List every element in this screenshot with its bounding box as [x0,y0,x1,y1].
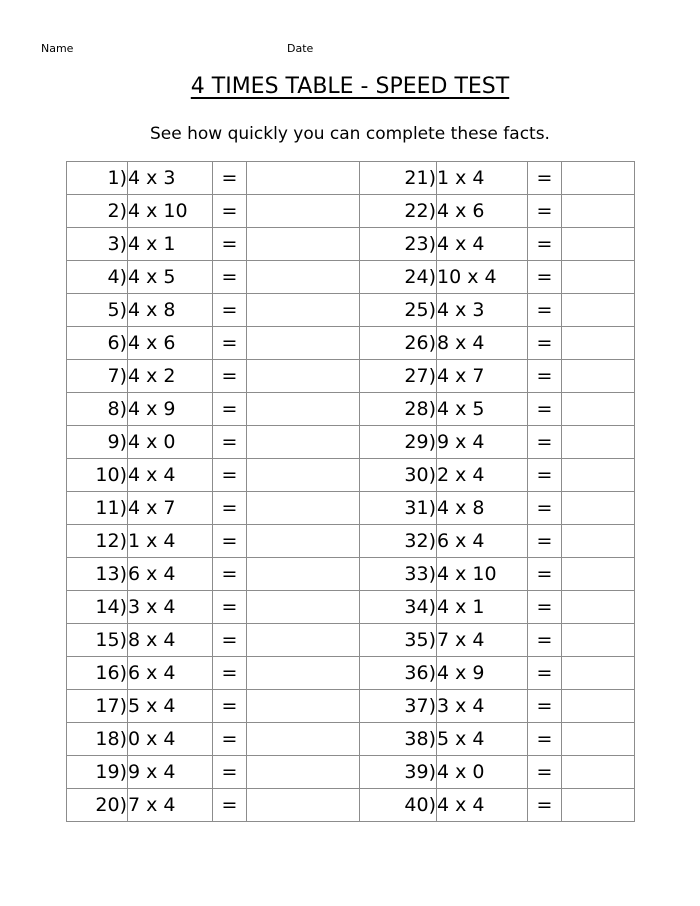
problem-number: 15) [67,624,128,657]
answer-cell[interactable] [562,459,635,492]
problem-number: 26) [360,327,437,360]
problem-number: 25) [360,294,437,327]
problem-text: 8 x 4 [128,624,213,657]
problem-text: 4 x 3 [437,294,528,327]
problem-number: 10) [67,459,128,492]
facts-table [66,161,635,822]
table-row [67,195,635,228]
problem-number: 27) [360,360,437,393]
equals-sign: = [528,492,562,525]
problem-text: 4 x 0 [128,426,213,459]
answer-cell[interactable] [562,525,635,558]
problem-number: 31) [360,492,437,525]
problem-number: 28) [360,393,437,426]
problem-number: 13) [67,558,128,591]
answer-cell[interactable] [562,327,635,360]
answer-cell[interactable] [247,294,360,327]
equals-sign: = [528,756,562,789]
answer-cell[interactable] [247,195,360,228]
table-row [67,525,635,558]
equals-sign: = [528,162,562,195]
answer-cell[interactable] [247,624,360,657]
problem-number: 23) [360,228,437,261]
name-label: Name [41,42,74,55]
problem-number: 19) [67,756,128,789]
answer-cell[interactable] [562,657,635,690]
table-row [67,690,635,723]
problem-number: 7) [67,360,128,393]
answer-cell[interactable] [247,360,360,393]
equals-sign: = [528,393,562,426]
equals-sign: = [528,327,562,360]
problem-text: 5 x 4 [128,690,213,723]
problem-text: 7 x 4 [437,624,528,657]
answer-cell[interactable] [562,261,635,294]
table-row [67,327,635,360]
problem-number: 11) [67,492,128,525]
table-row [67,261,635,294]
problem-number: 36) [360,657,437,690]
equals-sign: = [213,426,247,459]
problem-text: 4 x 5 [128,261,213,294]
table-row [67,426,635,459]
answer-cell[interactable] [562,492,635,525]
answer-cell[interactable] [247,492,360,525]
problem-number: 35) [360,624,437,657]
table-row [67,294,635,327]
problem-number: 33) [360,558,437,591]
equals-sign: = [528,789,562,822]
date-label: Date [287,42,314,55]
answer-cell[interactable] [562,228,635,261]
table-row [67,789,635,822]
equals-sign: = [528,195,562,228]
answer-cell[interactable] [562,624,635,657]
equals-sign: = [528,360,562,393]
answer-cell[interactable] [247,426,360,459]
equals-sign: = [528,624,562,657]
problem-text: 2 x 4 [437,459,528,492]
problem-text: 4 x 9 [437,657,528,690]
answer-cell[interactable] [562,393,635,426]
table-row [67,162,635,195]
problem-text: 5 x 4 [437,723,528,756]
equals-sign: = [213,657,247,690]
problem-number: 2) [67,195,128,228]
problem-text: 4 x 8 [128,294,213,327]
problem-number: 30) [360,459,437,492]
answer-cell[interactable] [247,558,360,591]
equals-sign: = [528,723,562,756]
equals-sign: = [213,261,247,294]
problem-text: 4 x 3 [128,162,213,195]
table-row [67,756,635,789]
answer-cell[interactable] [562,294,635,327]
equals-sign: = [213,624,247,657]
answer-cell[interactable] [562,591,635,624]
problem-number: 17) [67,690,128,723]
problem-number: 14) [67,591,128,624]
answer-cell[interactable] [562,723,635,756]
answer-cell[interactable] [247,327,360,360]
problem-number: 22) [360,195,437,228]
answer-cell[interactable] [247,393,360,426]
problem-number: 21) [360,162,437,195]
problem-text: 4 x 0 [437,756,528,789]
equals-sign: = [528,591,562,624]
equals-sign: = [213,459,247,492]
problem-number: 18) [67,723,128,756]
equals-sign: = [213,162,247,195]
answer-cell[interactable] [247,261,360,294]
problem-text: 9 x 4 [128,756,213,789]
problem-text: 3 x 4 [128,591,213,624]
equals-sign: = [528,690,562,723]
problem-text: 4 x 6 [437,195,528,228]
problem-number: 8) [67,393,128,426]
problem-text: 4 x 4 [437,789,528,822]
problem-text: 4 x 1 [437,591,528,624]
equals-sign: = [213,492,247,525]
problem-number: 34) [360,591,437,624]
problem-text: 4 x 7 [437,360,528,393]
problem-number: 9) [67,426,128,459]
page-title: 4 TIMES TABLE - SPEED TEST [190,74,510,99]
problem-number: 37) [360,690,437,723]
answer-cell[interactable] [247,657,360,690]
answer-cell[interactable] [247,459,360,492]
problem-number: 39) [360,756,437,789]
problem-text: 4 x 10 [128,195,213,228]
problem-text: 6 x 4 [128,657,213,690]
table-row [67,657,635,690]
answer-cell[interactable] [247,723,360,756]
answer-cell[interactable] [562,789,635,822]
problem-text: 4 x 8 [437,492,528,525]
table-row [67,591,635,624]
problem-text: 4 x 4 [128,459,213,492]
equals-sign: = [213,690,247,723]
answer-cell[interactable] [247,789,360,822]
problem-text: 4 x 9 [128,393,213,426]
problem-text: 8 x 4 [437,327,528,360]
facts-table-body [67,162,635,822]
equals-sign: = [213,756,247,789]
answer-cell[interactable] [562,690,635,723]
answer-cell[interactable] [247,591,360,624]
equals-sign: = [528,558,562,591]
equals-sign: = [213,591,247,624]
equals-sign: = [528,294,562,327]
problem-text: 4 x 6 [128,327,213,360]
table-row [67,360,635,393]
answer-cell[interactable] [247,228,360,261]
table-row [67,459,635,492]
problem-text: 3 x 4 [437,690,528,723]
answer-cell[interactable] [247,525,360,558]
problem-number: 1) [67,162,128,195]
table-row [67,723,635,756]
table-row [67,624,635,657]
problem-number: 4) [67,261,128,294]
equals-sign: = [213,327,247,360]
problem-text: 4 x 7 [128,492,213,525]
problem-text: 4 x 4 [437,228,528,261]
page-subtitle: See how quickly you can complete these facts. [150,124,550,144]
answer-cell[interactable] [247,756,360,789]
problem-text: 6 x 4 [437,525,528,558]
answer-cell[interactable] [562,756,635,789]
equals-sign: = [213,294,247,327]
problem-number: 24) [360,261,437,294]
equals-sign: = [528,261,562,294]
equals-sign: = [213,228,247,261]
equals-sign: = [528,426,562,459]
answer-cell[interactable] [562,360,635,393]
problem-number: 3) [67,228,128,261]
answer-cell[interactable] [562,426,635,459]
problem-number: 16) [67,657,128,690]
equals-sign: = [528,657,562,690]
answer-cell[interactable] [562,195,635,228]
problem-number: 5) [67,294,128,327]
table-row [67,558,635,591]
problem-text: 1 x 4 [128,525,213,558]
equals-sign: = [528,525,562,558]
equals-sign: = [213,525,247,558]
equals-sign: = [213,393,247,426]
problem-number: 38) [360,723,437,756]
problem-text: 9 x 4 [437,426,528,459]
problem-text: 10 x 4 [437,261,528,294]
problem-number: 32) [360,525,437,558]
answer-cell[interactable] [247,162,360,195]
problem-number: 20) [67,789,128,822]
problem-text: 7 x 4 [128,789,213,822]
problem-text: 0 x 4 [128,723,213,756]
table-row [67,393,635,426]
equals-sign: = [213,360,247,393]
problem-text: 6 x 4 [128,558,213,591]
table-row [67,228,635,261]
equals-sign: = [213,789,247,822]
problem-text: 1 x 4 [437,162,528,195]
equals-sign: = [528,459,562,492]
equals-sign: = [213,195,247,228]
problem-number: 6) [67,327,128,360]
problem-number: 29) [360,426,437,459]
equals-sign: = [528,228,562,261]
problem-number: 40) [360,789,437,822]
table-row [67,492,635,525]
problem-number: 12) [67,525,128,558]
problem-text: 4 x 1 [128,228,213,261]
answer-cell[interactable] [562,558,635,591]
equals-sign: = [213,558,247,591]
problem-text: 4 x 2 [128,360,213,393]
equals-sign: = [213,723,247,756]
problem-text: 4 x 10 [437,558,528,591]
problem-text: 4 x 5 [437,393,528,426]
answer-cell[interactable] [562,162,635,195]
answer-cell[interactable] [247,690,360,723]
